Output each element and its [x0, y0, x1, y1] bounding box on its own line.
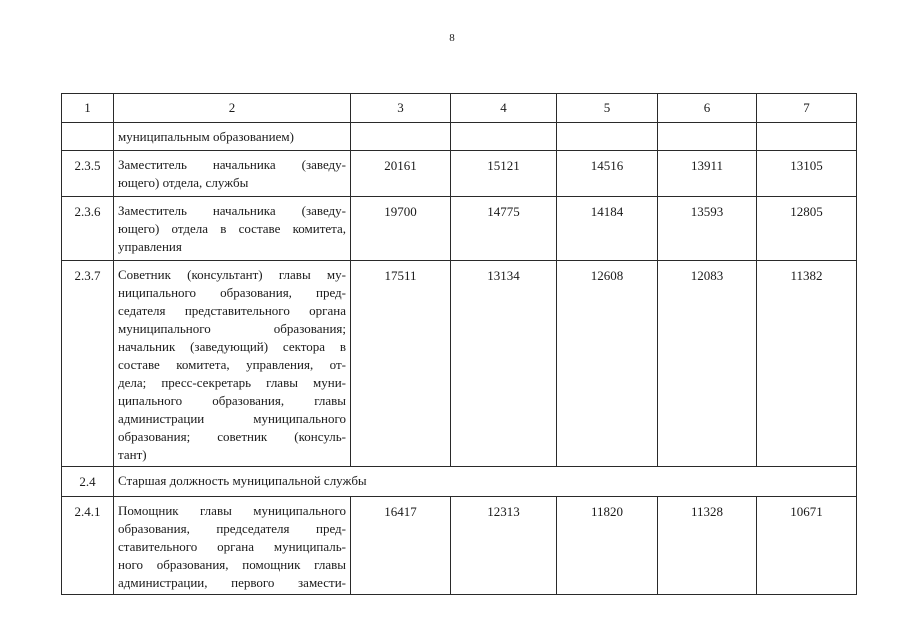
name-line: муниципального образования; — [118, 321, 346, 336]
value-cell: 14775 — [451, 197, 557, 261]
value-cell — [757, 123, 857, 151]
name-line: администрации, первого замести- — [118, 575, 346, 590]
name-line: администрации муниципального — [118, 411, 346, 426]
name-cell — [114, 261, 351, 467]
value-cell: 15121 — [451, 151, 557, 197]
name-line: Советник (консультант) главы му- — [118, 267, 346, 282]
value-cell: 12608 — [557, 261, 658, 467]
value-cell: 12805 — [757, 197, 857, 261]
name-line: ципального образования, главы — [118, 393, 346, 408]
value-cell — [451, 123, 557, 151]
code-cell: 2.3.6 — [62, 197, 114, 261]
table-row — [62, 151, 857, 197]
name-line: управления — [118, 239, 182, 254]
name-line: ставительного органа муниципаль- — [118, 539, 346, 554]
name-line: тант) — [118, 447, 147, 462]
value-cell — [658, 123, 757, 151]
header-cell: 5 — [557, 94, 658, 123]
name-line: Заместитель начальника (заведу- — [118, 157, 346, 172]
value-cell: 11382 — [757, 261, 857, 467]
salary-table — [61, 93, 857, 595]
name-cell — [114, 197, 351, 261]
header-cell: 2 — [114, 94, 351, 123]
name-line: дела; пресс-секретарь главы муни- — [118, 375, 346, 390]
value-cell: 17511 — [351, 261, 451, 467]
value-cell: 13593 — [658, 197, 757, 261]
name-cell — [114, 123, 351, 151]
value-cell: 13134 — [451, 261, 557, 467]
name-line: составе комитета, управления, от- — [118, 357, 346, 372]
table-header-row — [62, 94, 857, 123]
name-line: седателя представительного органа — [118, 303, 346, 318]
section-title: Старшая должность муниципальной службы — [114, 467, 857, 497]
table-row — [62, 197, 857, 261]
value-cell: 20161 — [351, 151, 451, 197]
code-cell — [62, 123, 114, 151]
name-line: ниципального образования, пред- — [118, 285, 346, 300]
name-cell — [114, 151, 351, 197]
header-cell: 1 — [62, 94, 114, 123]
header-cell: 7 — [757, 94, 857, 123]
section-code-cell: 2.4 — [62, 467, 114, 497]
value-cell: 11328 — [658, 497, 757, 595]
name-line: образования, председателя пред- — [118, 521, 346, 536]
name-line: начальник (заведующий) сектора в — [118, 339, 346, 354]
section-row — [62, 467, 857, 497]
name-line: образования; советник (консуль- — [118, 429, 346, 444]
code-cell: 2.4.1 — [62, 497, 114, 595]
name-line: Заместитель начальника (заведу- — [118, 203, 346, 218]
page-number: 8 — [449, 32, 455, 44]
header-cell: 4 — [451, 94, 557, 123]
value-cell: 13105 — [757, 151, 857, 197]
table-row — [62, 123, 857, 151]
value-cell: 14184 — [557, 197, 658, 261]
value-cell: 19700 — [351, 197, 451, 261]
value-cell — [351, 123, 451, 151]
value-cell: 16417 — [351, 497, 451, 595]
value-cell: 13911 — [658, 151, 757, 197]
name-line: муниципальным образованием) — [118, 129, 294, 144]
table-row — [62, 497, 857, 595]
name-line: Помощник главы муниципального — [118, 503, 346, 518]
value-cell — [557, 123, 658, 151]
value-cell: 14516 — [557, 151, 658, 197]
code-cell: 2.3.7 — [62, 261, 114, 467]
code-cell: 2.3.5 — [62, 151, 114, 197]
value-cell: 11820 — [557, 497, 658, 595]
name-line: ющего) отдела, службы — [118, 175, 249, 190]
name-cell — [114, 497, 351, 595]
table-row — [62, 261, 857, 467]
value-cell: 10671 — [757, 497, 857, 595]
name-line: ющего) отдела в составе комитета, — [118, 221, 346, 236]
header-cell: 3 — [351, 94, 451, 123]
header-cell: 6 — [658, 94, 757, 123]
name-line: ного образования, помощник главы — [118, 557, 346, 572]
value-cell: 12083 — [658, 261, 757, 467]
value-cell: 12313 — [451, 497, 557, 595]
